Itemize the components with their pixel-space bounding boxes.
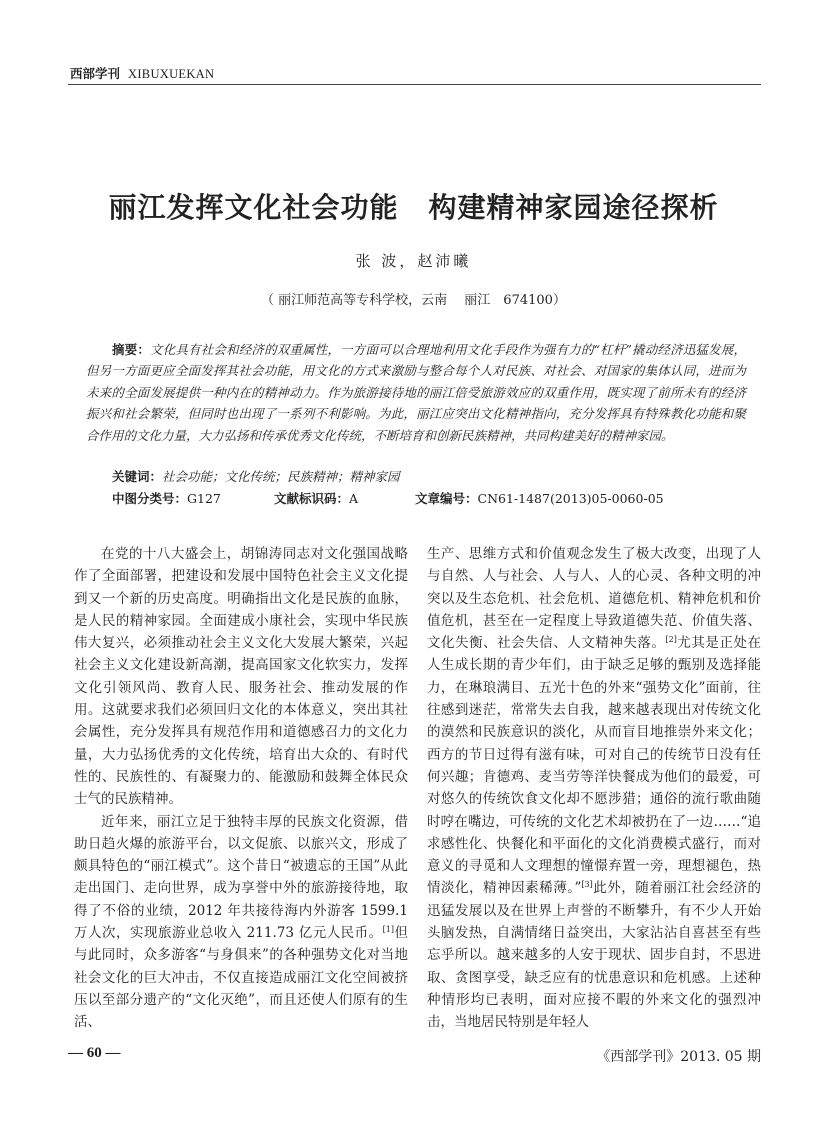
body-column-left (74, 543, 408, 1034)
body-paragraph (74, 811, 408, 1034)
keywords-text: 社会功能；文化传统；民族精神；精神家园 (162, 469, 400, 484)
article-number-label: 文章编号： (415, 491, 478, 506)
article-title-part2: 构建精神家园途径探析 (428, 191, 719, 224)
article-title (0, 186, 827, 226)
article-number (415, 489, 664, 507)
journal-name-latin: XIBUXUEKAN (128, 67, 215, 81)
citation-ref: [3] (581, 880, 593, 890)
body-text: 尤其是正处在人生成长期的青少年们，由于缺乏足够的甄别及选择能力，在琳琅满目、五光十色的外来“强势文化”面前，往往感到迷茫，常常失去自我，越来越表现出对传统文化的漠然和民族意识的淡化，从而盲目地推崇外来文化；西方的节日过得有滋有味，可对自己的传统节日没有任何兴趣；肯德鸡、麦当劳等洋快餐成为他们的最爱，可对悠久的传统饮食文化却不愿涉猎；通俗的流行歌曲随时哼在嘴边，可传统的文化艺术却被扔在了一边……“追求感性化、快餐化和平面化的文化消费模式盛行，而对意义的寻觅和人文理想的憧憬弃置一旁，理想褪色，热情淡化，精神因素稀薄。” (427, 635, 761, 897)
article-number-value: CN61-1487(2013)05-0060-05 (477, 491, 664, 506)
clc-label: 中图分类号： (112, 491, 188, 506)
page-number: — 60 — (68, 1045, 121, 1061)
abstract (86, 339, 746, 446)
body-text: 此外，随着丽江社会经济的迅猛发展以及在世界上声誉的不断攀升，有不少人开始头脑发热，自满情绪日益突出，大家沾沾自喜甚至有些忘乎所以。越来越多的人安于现状、固步自封，不思进取、贪图享受，缺乏应有的忧患意识和危机感。上述种种情形均已表明，面对应接不暇的外来文化的强烈冲击，当地居民特别是年轻人 (427, 880, 761, 1031)
body-text: 但与此同时，众多游客“与身俱来”的各种强势文化对当地社会文化的巨大冲击，不仅直接造成丽江文化空间被挤压以至部分遗产的“文化灭绝”，而且还使人们原有的生活、 (74, 925, 408, 1031)
header-rule (68, 84, 761, 85)
running-header (70, 64, 214, 82)
article-authors: 张 波，赵沛曦 (355, 252, 472, 270)
article-title-part1: 丽江发挥文化社会功能 (108, 191, 399, 224)
keywords-label: 关键词： (112, 469, 163, 484)
author-affiliation: （ 丽江师范高等专科学校，云南 丽江 674100） (261, 293, 566, 308)
body-paragraph: 在党的十八大盛会上，胡锦涛同志对文化强国战略作了全面部署，把建设和发展中国特色社会主义文化提到又一个新的历史高度。明确指出文化是民族的血脉，是人民的精神家园。全面建成小康社会，实现中华民族伟大复兴，必须推动社会主义文化大发展大繁荣，兴起社会主义文化建设新高潮，提高国家文化软实力，发挥文化引领风尚、教育人民、服务社会、推动发展的作用。这就要求我们必须回归文化的本体意义，突出其社会属性，充分发挥具有规范作用和道德感召力的文化力量，大力弘扬优秀的文化传统，培育出大众的、有时代性的、民族性的、有凝聚力的、能激励和鼓舞全体民众士气的民族精神。 (74, 546, 408, 808)
body-text: 生产、思维方式和价值观念发生了极大改变，出现了人与自然、人与社会、人与人、人的心灵、各种文明的冲突以及生态危机、社会危机、道德危机、精神危机和价值危机，甚至在一定程度上导致道德失范、价值失落、文化失衡、社会失信、人文精神失落。 (427, 546, 761, 652)
body-column-right (427, 543, 761, 1034)
body-text: 近年来，丽江立足于独特丰厚的民族文化资源，借助日趋火爆的旅游平台，以文促旅、以旅兴文，形成了颇具特色的“丽江模式”。这个昔日“被遗忘的王国”从此走出国门、走向世界，成为享誉中外的旅游接待地，取得了不俗的业绩，2012 年共接待海内外游客 1599.1 万人次，实现旅游业总收入 211.73 亿元人民币。 (74, 813, 408, 942)
clc-number (112, 489, 221, 507)
citation-ref: [2] (665, 635, 677, 645)
body-paragraph (427, 543, 761, 1034)
citation-ref: [1] (382, 925, 394, 935)
document-code (274, 489, 358, 507)
journal-issue: 《西部学刊》2013. 05 期 (596, 1049, 761, 1065)
abstract-label: 摘要： (112, 342, 151, 357)
document-code-value: A (349, 491, 359, 506)
document-code-label: 文献标识码： (274, 491, 350, 506)
keywords (112, 467, 400, 485)
abstract-text: 文化具有社会和经济的双重属性，一方面可以合理地利用文化手段作为强有力的“杠杆”撬动经济迅猛发展，但另一方面更应全面发挥其社会功能，用文化的方式来激励与整合每个人对民族、对社会、对国家的集体认同，进而为未来的全面发展提供一种内在的精神动力。作为旅游接待地的丽江倍受旅游效应的双重作用，既实现了前所未有的经济振兴和社会繁荣，但同时也出现了一系列不利影响。为此，丽江应突出文化精神指向，充分发挥具有特殊教化功能和聚合作用的文化力量，大力弘扬和传承优秀文化传统，不断培育和创新民族精神，共同构建美好的精神家园。 (86, 342, 746, 443)
journal-name: 西部学刊 (70, 66, 121, 81)
clc-value: G127 (187, 491, 221, 506)
